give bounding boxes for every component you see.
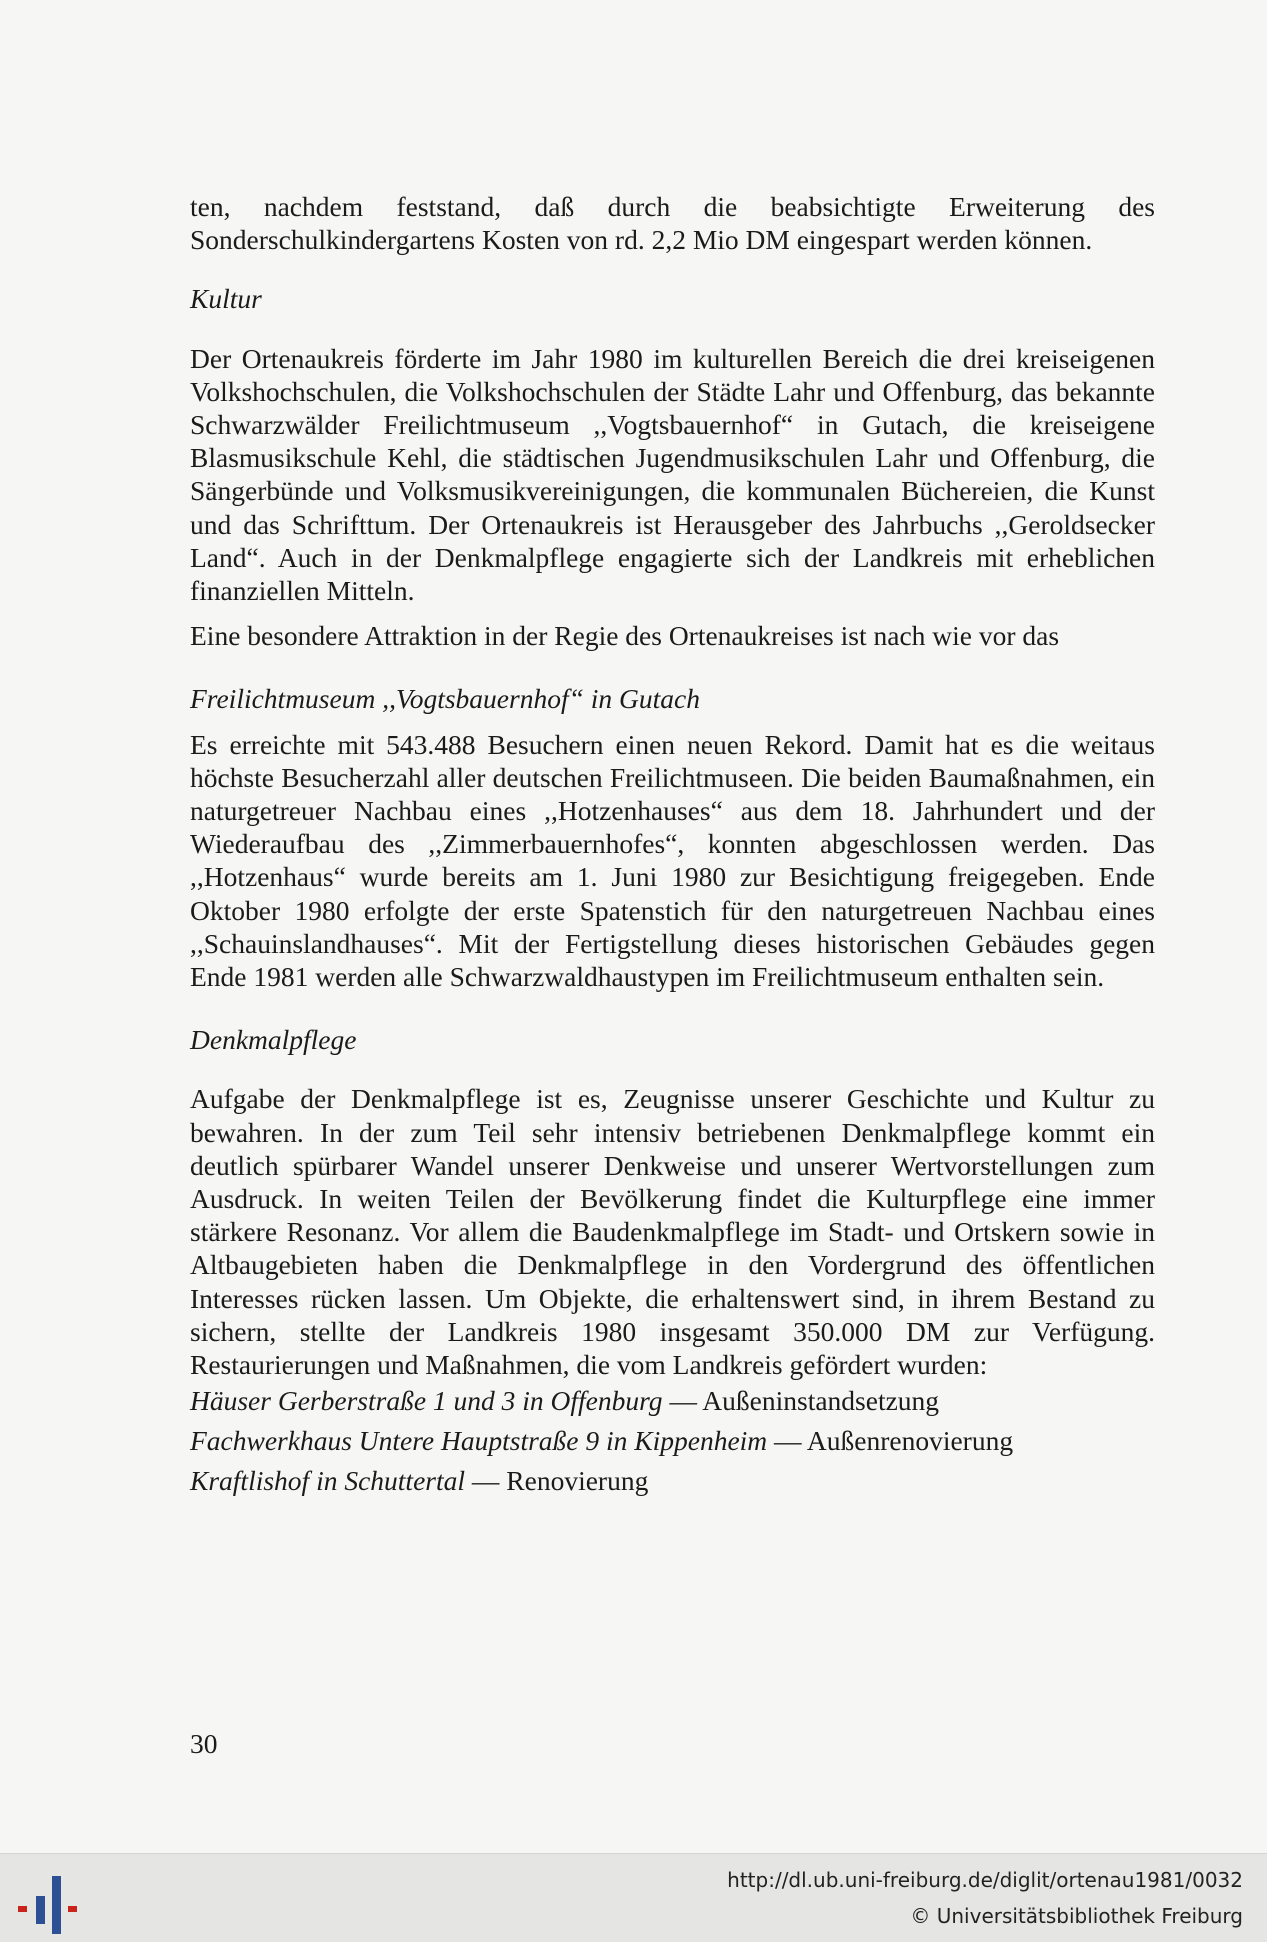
paragraph-denkmalpflege: Aufgabe der Denkmalpflege ist es, Zeugnisse unserer Geschichte und Kultur zu bewahren. In der zum Teil sehr intensiv betriebenen Denkmalpflege kommt ein deutlich spürbarer Wandel unserer Denkweise und unserer Wertvorstellungen zum Ausdruck. In weiten Teilen der Bevölkerung findet die Kulturpflege eine immer stärkere Resonanz. Vor allem die Baudenkmalpflege im Stadt- und Ortskern sowie in Altbaugebieten haben die Denkmalpflege in den Vordergrund des öffentlichen Interesses rücken lassen. Um Objekte, die erhaltenswert sind, in ihrem Bestand zu sichern, stellte der Landkreis 1980 insgesamt 350.000 DM zur Verfügung. Restaurierungen und Maßnahmen, die vom Landkreis gefördert wurden: — [190, 1083, 1155, 1381]
ub-freiburg-logo-icon — [14, 1862, 84, 1937]
list-item — [190, 1381, 1155, 1421]
list-item-measure: — Außenrenovierung — [767, 1425, 1014, 1457]
paragraph-attraktion: Eine besondere Attraktion in der Regie des Ortenaukreises ist nach wie vor das — [190, 620, 1060, 652]
permalink-link[interactable]: http://dl.ub.uni-freiburg.de/diglit/ortenau1981/0032 — [727, 1868, 1243, 1892]
library-footer — [0, 1853, 1267, 1942]
list-item — [190, 1461, 1155, 1501]
list-item-measure: — Renovierung — [465, 1465, 649, 1497]
document-page — [190, 190, 1155, 1501]
heading-freilichtmuseum: Freilichtmuseum ,,Vogtsbauernhof“ in Gutach — [190, 683, 700, 715]
copyright-notice: © Universitätsbibliothek Freiburg — [910, 1904, 1243, 1928]
list-item-place: Kraftlishof in Schuttertal — [190, 1465, 466, 1497]
heading-denkmalpflege: Denkmalpflege — [190, 1024, 357, 1056]
paragraph-freilichtmuseum: Es erreichte mit 543.488 Besuchern einen neuen Rekord. Damit hat es die weitaus höchste Besucherzahl aller deutschen Freilichtmuseen. Die beiden Baumaßnahmen, ein naturgetreuer Nachbau eines ,,Hotzenhauses“ aus dem 18. Jahrhundert und der Wiederaufbau des ,,Zimmerbauernhofes“, konnten abgeschlossen werden. Das ,,Hotzenhaus“ wurde bereits am 1. Juni 1980 zur Besichtigung freigegeben. Ende Oktober 1980 erfolgte der erste Spatenstich für den naturgetreuen Nachbau eines ,,Schauinslandhauses“. Mit der Fertigstellung dieses historischen Gebäudes gegen Ende 1981 werden alle Schwarzwaldhaustypen im Freilichtmuseum enthalten sein. — [190, 728, 1155, 993]
list-item — [190, 1421, 1155, 1461]
heading-kultur: Kultur — [190, 283, 262, 315]
page-number: 30 — [190, 1728, 218, 1759]
list-item-place: Fachwerkhaus Untere Hauptstraße 9 in Kippenheim — [190, 1425, 768, 1457]
list-item-measure: — Außeninstandsetzung — [662, 1385, 940, 1417]
paragraph-intro: ten, nachdem feststand, daß durch die beabsichtigte Erweiterung des Sonderschulkindergartens Kosten von rd. 2,2 Mio DM eingespart werden können. — [190, 191, 1155, 256]
list-item-place: Häuser Gerberstraße 1 und 3 in Offenburg — [190, 1385, 663, 1417]
paragraph-kultur: Der Ortenaukreis förderte im Jahr 1980 im kulturellen Bereich die drei kreiseigenen Volkshochschulen, die Volkshochschulen der Städte Lahr und Offenburg, das bekannte Schwarzwälder Freilichtmuseum ,,Vogtsbauernhof“ in Gutach, die kreiseigene Blasmusikschule Kehl, die städtischen Jugendmusikschulen Lahr und Offenburg, die Sängerbünde und Volksmusikvereinigungen, die kommunalen Büchereien, die Kunst und das Schrifttum. Der Ortenaukreis ist Herausgeber des Jahrbuchs ,,Geroldsecker Land“. Auch in der Denkmalpflege engagierte sich der Landkreis mit erheblichen finanziellen Mitteln. — [190, 342, 1155, 607]
